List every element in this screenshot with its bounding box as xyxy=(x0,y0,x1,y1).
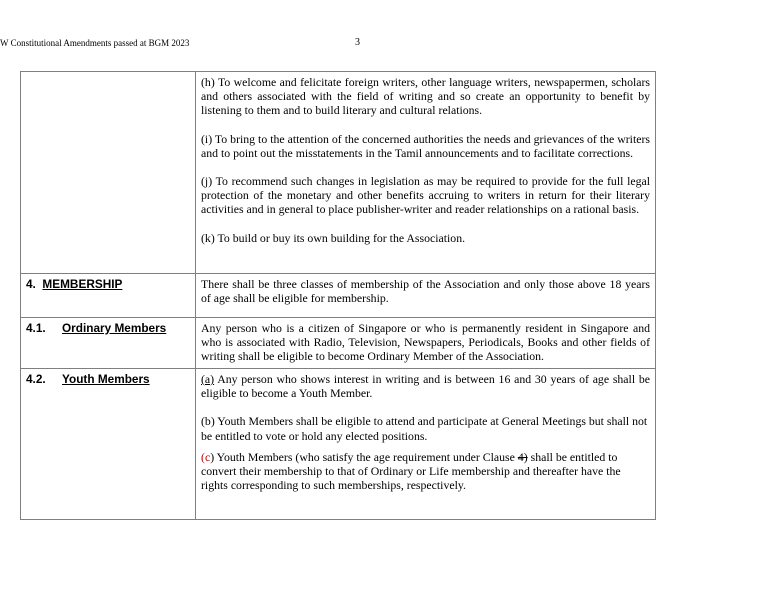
clause-c-struck-text: 4) xyxy=(517,449,528,464)
youth-members-text-cell xyxy=(196,369,656,520)
subsection-title-ordinary: Ordinary Members xyxy=(62,321,167,335)
section-number: 4. xyxy=(26,277,36,291)
object-i: (i) To bring to the attention of the concerned authorities the needs and grievances of the writers and to point out the misstatements in the Tamil announcements and to facilitate corrections. xyxy=(201,131,650,160)
subsection-number: 4.2. xyxy=(26,372,46,386)
ordinary-members-text: Any person who is a citizen of Singapore or who is permanently resident in Singapore and who is associated with Radio, Television, Newspapers, Periodicals, Books and other fields of writing shall be eligible to become Ordinary Member of the Association. xyxy=(196,318,656,369)
clause-c-text-2: shall be entitled to convert their membership to that of Ordinary or Life membership and thereafter have the rights corresponding to such memberships, respectively. xyxy=(201,449,621,493)
clause-a-marker: (a) xyxy=(201,372,215,386)
page-number: 3 xyxy=(355,37,360,48)
objects-label-cell xyxy=(21,72,196,274)
object-h: (h) To welcome and felicitate foreign writers, other language writers, newspapermen, scholars and others associated with the field of writing and so create an opportunity to benefit by listening to them and to build literary and cultural relations. xyxy=(201,75,650,118)
subsection-title-youth: Youth Members xyxy=(62,372,150,386)
subsection-number: 4.1. xyxy=(26,321,46,335)
membership-text: There shall be three classes of membership of the Association and only those above 18 years of age shall be eligible for membership. xyxy=(196,274,656,318)
table-row-youth-members xyxy=(21,369,656,520)
document-header-title: W Constitutional Amendments passed at BGM 2023 xyxy=(0,38,190,48)
table-row-objects xyxy=(21,72,656,274)
section-title-membership: MEMBERSHIP xyxy=(42,277,123,291)
clause-c-text-1: ) Youth Members (who satisfy the age requirement under Clause xyxy=(210,449,518,464)
ordinary-label-cell xyxy=(21,318,196,369)
clause-c-letter: c xyxy=(204,449,211,464)
objects-text-cell xyxy=(196,72,656,274)
youth-clause-a xyxy=(201,372,650,400)
youth-label-cell xyxy=(21,369,196,520)
membership-label-cell xyxy=(21,274,196,318)
constitution-table xyxy=(20,71,656,520)
youth-clause-c xyxy=(201,450,650,493)
table-row-ordinary-members xyxy=(21,318,656,369)
object-k: (k) To build or buy its own building for the Association. xyxy=(201,230,466,245)
object-j: (j) To recommend such changes in legislation as may be required to provide for the full legal protection of the monetary and other benefits accruing to writers in return for their literary activities and in general to place publisher-writer and reader relationships on a rational basis. xyxy=(201,174,650,217)
clause-c-open-paren: ( xyxy=(201,449,205,464)
table-row-membership xyxy=(21,274,656,318)
youth-clause-b: (b) Youth Members shall be eligible to attend and participate at General Meetings but shall not be entitled to vote or hold any elected positions. xyxy=(201,414,648,443)
clause-a-text: Any person who shows interest in writing and is between 16 and 30 years of age shall be eligible to become a Youth Member. xyxy=(201,372,650,401)
